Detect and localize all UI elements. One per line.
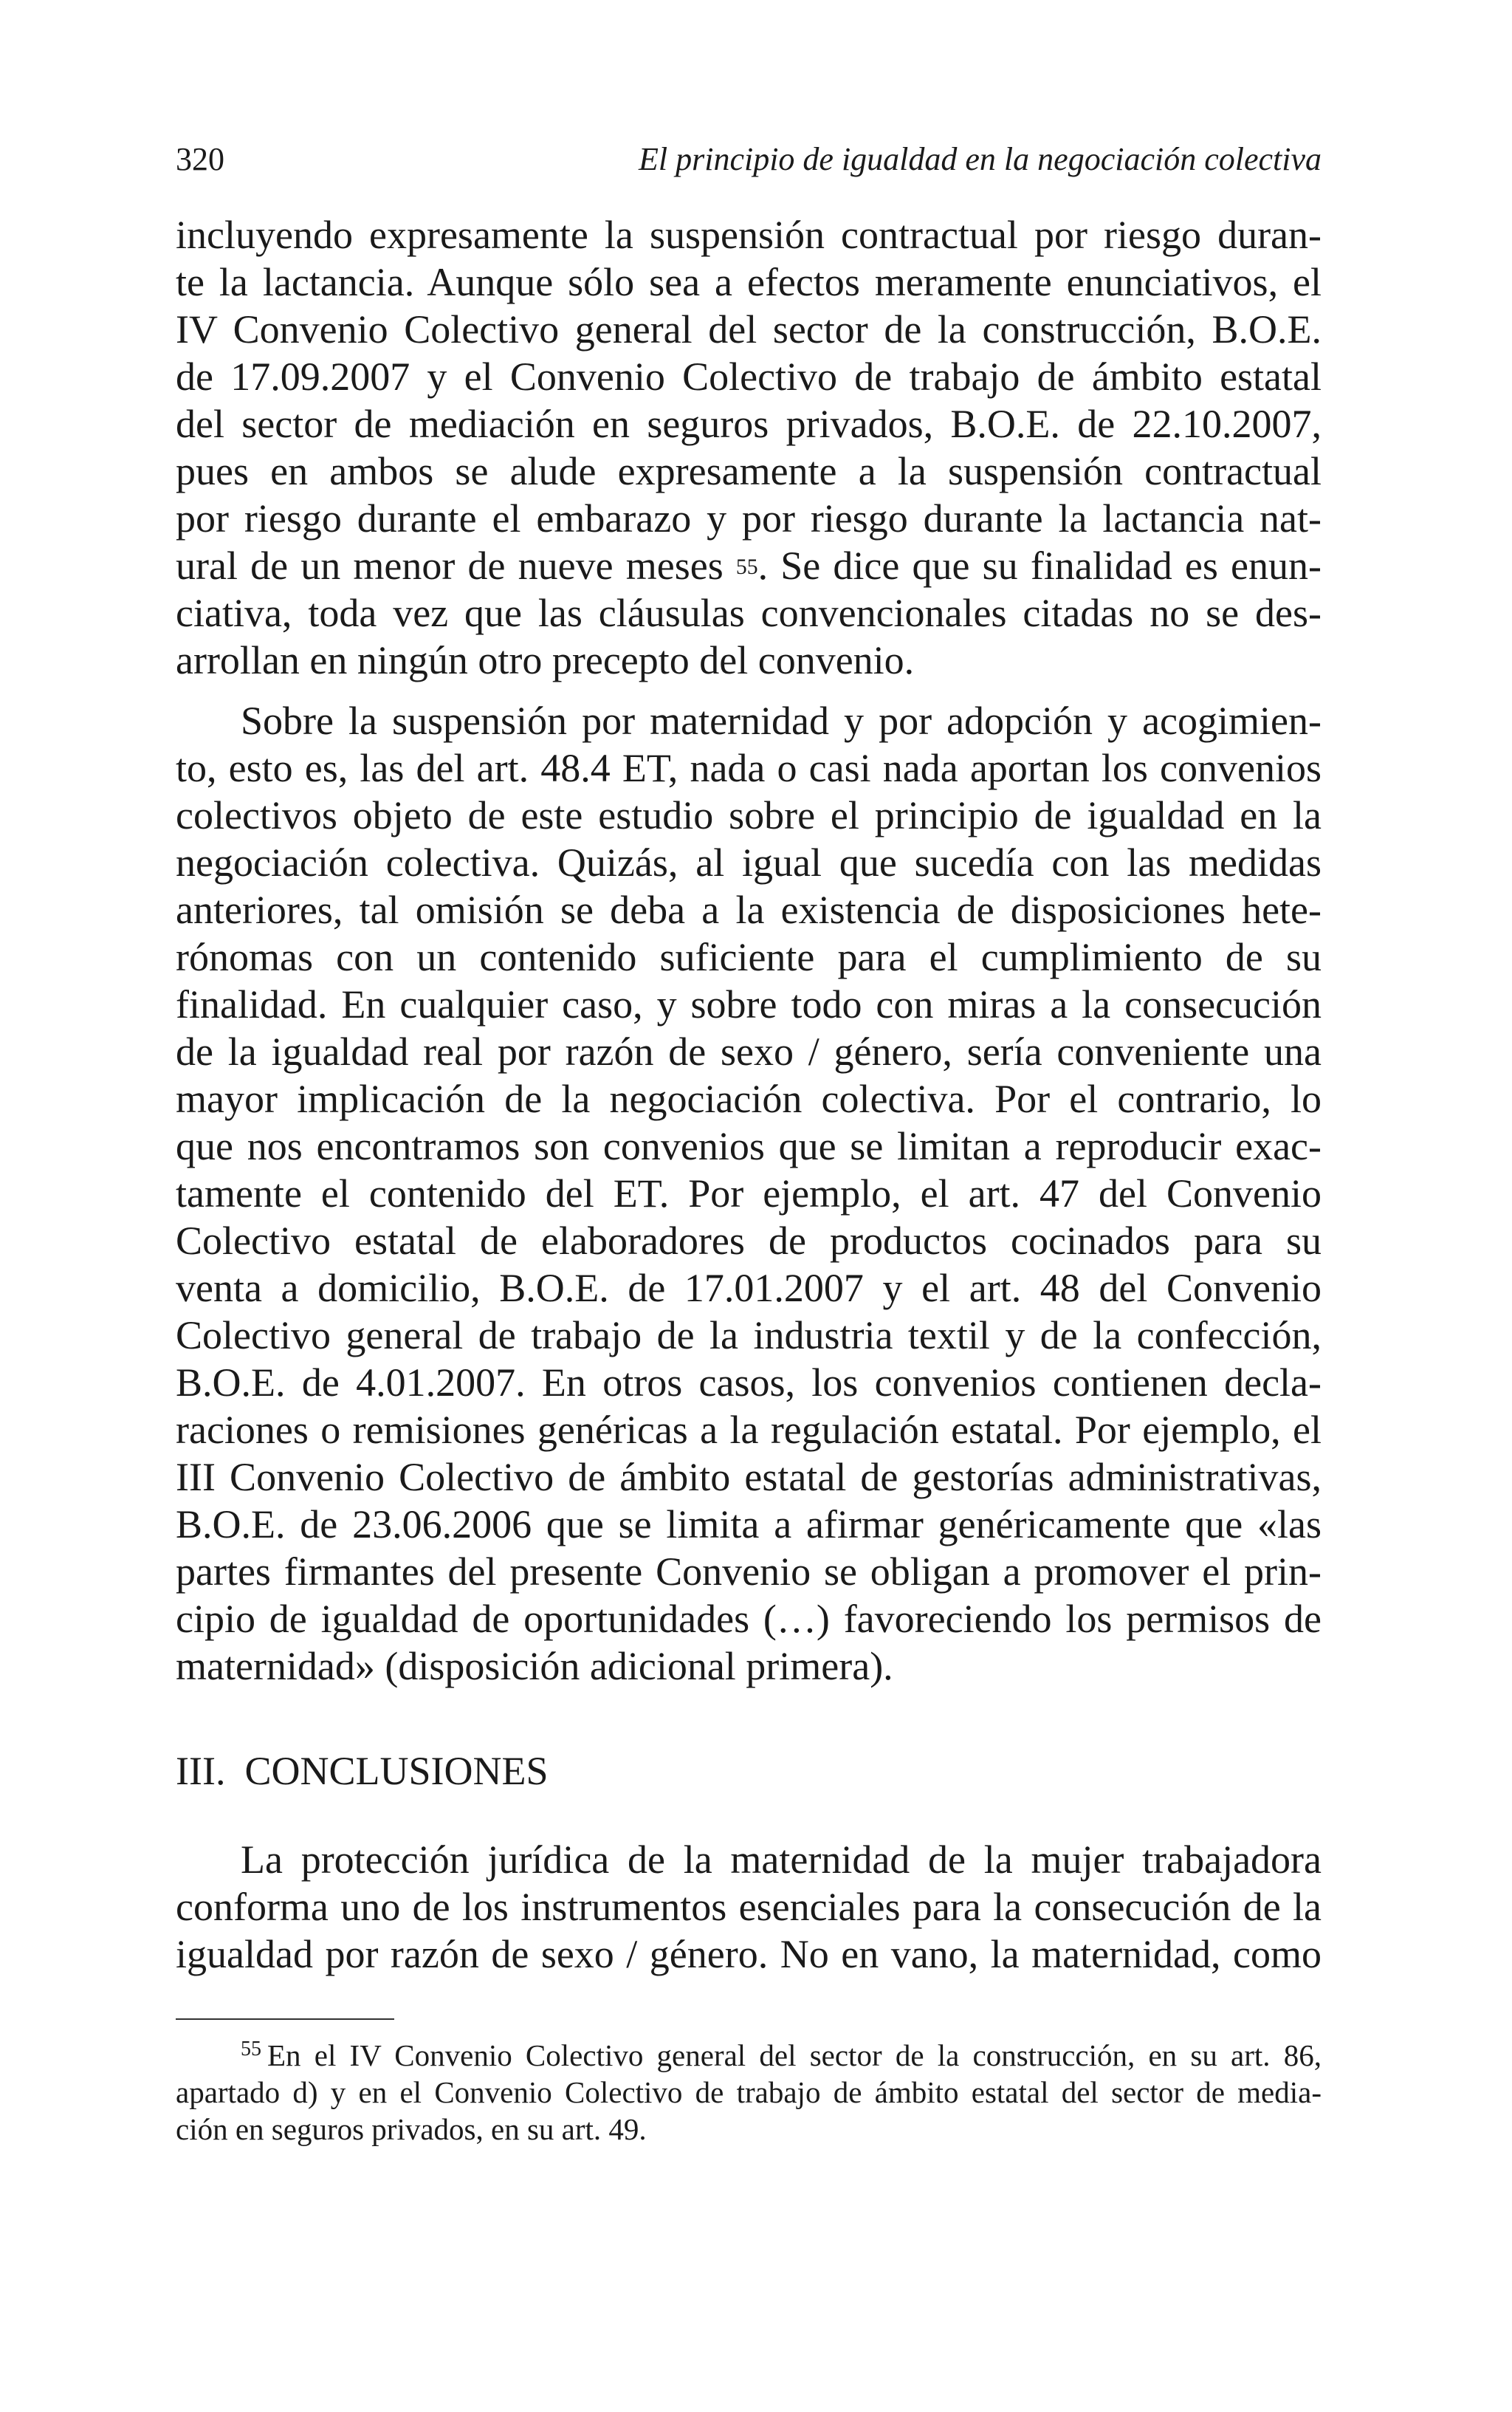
footnote-line bbox=[241, 2037, 1322, 2074]
text-line: B.O.E. de 4.01.2007. En otros casos, los convenios contienen decla- bbox=[176, 1360, 1322, 1405]
text-line: III Convenio Colectivo de ámbito estatal de gestorías administrativas, bbox=[176, 1455, 1322, 1499]
text-line: Colectivo general de trabajo de la industria textil y de la confección, bbox=[176, 1313, 1322, 1357]
text-line: de 17.09.2007 y el Convenio Colectivo de trabajo de ámbito estatal bbox=[176, 354, 1322, 399]
text-line: ciativa, toda vez que las cláusulas convencionales citadas no se des- bbox=[176, 591, 1322, 635]
text-segment: . Se dice que su finalidad es enun- bbox=[757, 544, 1322, 588]
footnote-text: En el IV Convenio Colectivo general del sector de la construcción, en su art. 86, bbox=[267, 2038, 1322, 2072]
footnote-line: apartado d) y en el Convenio Colectivo de trabajo de ámbito estatal del sector de media- bbox=[176, 2075, 1322, 2109]
text-line: Colectivo estatal de elaboradores de productos cocinados para su bbox=[176, 1219, 1322, 1263]
text-line: colectivos objeto de este estudio sobre el principio de igualdad en la bbox=[176, 793, 1322, 837]
text-line: cipio de igualdad de oportunidades (…) favoreciendo los permisos de bbox=[176, 1597, 1322, 1641]
text-line: pues en ambos se alude expresamente a la suspensión contractual bbox=[176, 449, 1322, 493]
text-line: venta a domicilio, B.O.E. de 17.01.2007 y el art. 48 del Convenio bbox=[176, 1266, 1322, 1310]
footnote-separator bbox=[176, 2018, 394, 2020]
text-line: raciones o remisiones genéricas a la regulación estatal. Por ejemplo, el bbox=[176, 1408, 1322, 1452]
text-line: tamente el contenido del ET. Por ejemplo, el art. 47 del Convenio bbox=[176, 1171, 1322, 1216]
text-line: B.O.E. de 23.06.2006 que se limita a afirmar genéricamente que «las bbox=[176, 1502, 1322, 1546]
footnote-reference[interactable]: 55 bbox=[735, 555, 758, 579]
running-title: El principio de igualdad en la negociación colectiva bbox=[639, 141, 1322, 177]
text-line: rónomas con un contenido suficiente para el cumplimiento de su bbox=[176, 935, 1322, 979]
text-line: de la igualdad real por razón de sexo / género, sería conveniente una bbox=[176, 1029, 1322, 1074]
text-line: to, esto es, las del art. 48.4 ET, nada o casi nada aportan los convenios bbox=[176, 746, 1322, 790]
text-line-with-footnote-ref bbox=[176, 542, 1322, 589]
section-heading bbox=[176, 1747, 568, 1795]
text-line: igualdad por razón de sexo / género. No en vano, la maternidad, como bbox=[176, 1932, 1322, 1976]
text-line: que nos encontramos son convenios que se limitan a reproducir exac- bbox=[176, 1124, 1322, 1168]
text-line: te la lactancia. Aunque sólo sea a efectos meramente enunciativos, el bbox=[176, 260, 1322, 304]
text-line: mayor implicación de la negociación colectiva. Por el contrario, lo bbox=[176, 1077, 1322, 1121]
page-number: 320 bbox=[176, 141, 224, 177]
text-line: partes firmantes del presente Convenio se obligan a promover el prin- bbox=[176, 1549, 1322, 1594]
text-line: IV Convenio Colectivo general del sector de la construcción, B.O.E. bbox=[176, 307, 1322, 352]
text-line: finalidad. En cualquier caso, y sobre todo con miras a la consecución bbox=[176, 982, 1322, 1027]
text-line: anteriores, tal omisión se deba a la existencia de disposiciones hete- bbox=[176, 888, 1322, 932]
text-line: incluyendo expresamente la suspensión contractual por riesgo duran- bbox=[176, 213, 1322, 257]
text-line: conforma uno de los instrumentos esenciales para la consecución de la bbox=[176, 1885, 1322, 1929]
section-title: CONCLUSIONES bbox=[244, 1749, 549, 1793]
text-line: La protección jurídica de la maternidad de la mujer trabajadora bbox=[241, 1837, 1322, 1882]
text-line: del sector de mediación en seguros privados, B.O.E. de 22.10.2007, bbox=[176, 402, 1322, 446]
running-header bbox=[176, 137, 1322, 182]
footnote-marker: 55 bbox=[241, 2038, 261, 2060]
text-segment: ural de un menor de nueve meses bbox=[176, 544, 736, 588]
section-number: III. bbox=[176, 1749, 226, 1793]
footnote-line: ción en seguros privados, en su art. 49. bbox=[176, 2112, 647, 2146]
text-line: por riesgo durante el embarazo y por riesgo durante la lactancia nat- bbox=[176, 496, 1322, 541]
text-line: Sobre la suspensión por maternidad y por adopción y acogimien- bbox=[241, 699, 1322, 743]
text-line: maternidad» (disposición adicional primera). bbox=[176, 1644, 893, 1688]
text-line: negociación colectiva. Quizás, al igual que sucedía con las medidas bbox=[176, 840, 1322, 885]
text-line: arrollan en ningún otro precepto del convenio. bbox=[176, 638, 915, 682]
